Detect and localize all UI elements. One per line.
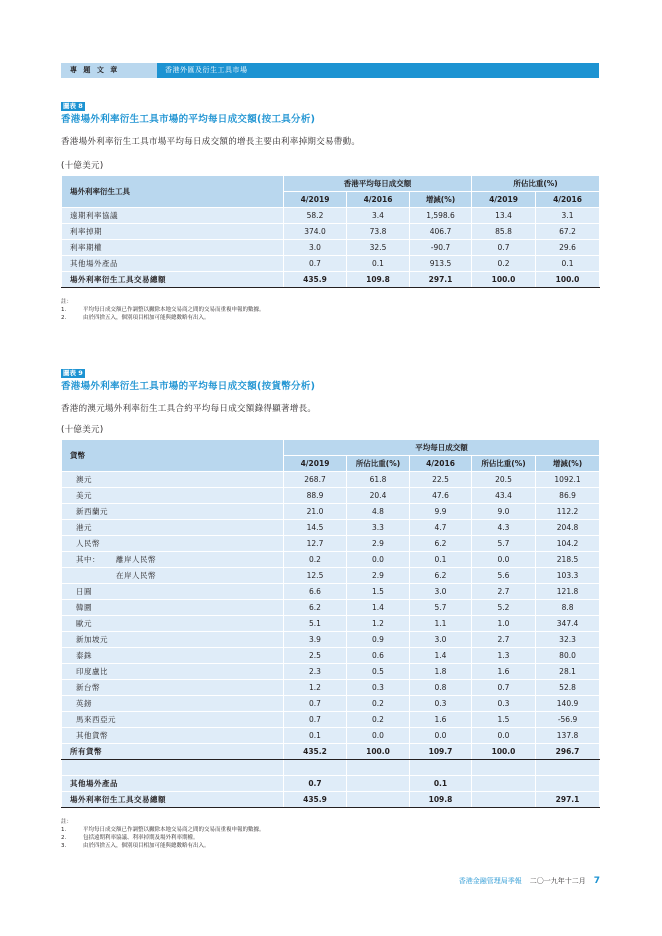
chart9-table-row bbox=[62, 520, 600, 536]
chart9-cell: 0.3 bbox=[347, 680, 410, 696]
chart9-other-products-cell: 0.1 bbox=[410, 776, 472, 792]
chart9-notes-head: 註： bbox=[61, 819, 73, 825]
chart9-cell: 0.1 bbox=[284, 728, 347, 744]
chart8-cell: 3.0 bbox=[284, 240, 347, 256]
chart9-note bbox=[61, 834, 599, 842]
chart9-group: 平均每日成交額 bbox=[284, 440, 600, 456]
chart9-row-label bbox=[62, 552, 284, 568]
chart9-cell: 0.7 bbox=[284, 712, 347, 728]
chart9-note-number: 2. bbox=[61, 835, 67, 841]
chart9-cell: 14.5 bbox=[284, 520, 347, 536]
chart9-cell: 80.0 bbox=[536, 648, 600, 664]
chart9-total-cell bbox=[472, 792, 536, 808]
chart9-cell: 137.8 bbox=[536, 728, 600, 744]
chart9-cell: 0.8 bbox=[410, 680, 472, 696]
chart9-col-header: 所佔比重(%) bbox=[472, 456, 536, 472]
chart9-cell: 1.2 bbox=[284, 680, 347, 696]
chart9-cell: 4.8 bbox=[347, 504, 410, 520]
chart9-table-row bbox=[62, 504, 600, 520]
chart8-note-text: 由於四捨五入，個別項目相加可能與總數略有出入。 bbox=[83, 315, 210, 321]
chart8-notes-head: 註： bbox=[61, 299, 73, 305]
chart8-row-label: 利率期權 bbox=[62, 240, 284, 256]
chart9-cell: 61.8 bbox=[347, 472, 410, 488]
chart8-total-label: 場外利率衍生工具交易總額 bbox=[62, 272, 284, 288]
chart9-all-currencies-cell: 100.0 bbox=[347, 744, 410, 760]
chart9-table-row bbox=[62, 584, 600, 600]
chart9-cell: 4.7 bbox=[410, 520, 472, 536]
chart9-cell: 2.3 bbox=[284, 664, 347, 680]
chart9-cell: 20.5 bbox=[472, 472, 536, 488]
chart9-spacer-cell bbox=[62, 760, 284, 776]
chart9-total-cell: 109.8 bbox=[410, 792, 472, 808]
chart8-table-row bbox=[62, 224, 600, 240]
chart9-cell: 1.6 bbox=[410, 712, 472, 728]
chart8-col-header: 4/2019 bbox=[284, 192, 347, 208]
chart9-cell: 140.9 bbox=[536, 696, 600, 712]
chart9-note-text: 由於四捨五入，個別項目相加可能與總數略有出入。 bbox=[83, 843, 210, 849]
chart9-table-row bbox=[62, 632, 600, 648]
chart9-notes bbox=[61, 818, 599, 850]
chart9-tag: 圖表 9 bbox=[63, 369, 83, 377]
chart9-cell: 268.7 bbox=[284, 472, 347, 488]
chart9-cell: 0.2 bbox=[347, 712, 410, 728]
chart8-note-number: 2. bbox=[61, 315, 67, 321]
chart8-cell: 913.5 bbox=[410, 256, 472, 272]
chart9-cell: 52.8 bbox=[536, 680, 600, 696]
chart9-row-label: 日圓 bbox=[62, 584, 284, 600]
chart9-row-label: 泰銖 bbox=[62, 648, 284, 664]
chart9-total-cell bbox=[347, 792, 410, 808]
chart8-row-label: 其他場外產品 bbox=[62, 256, 284, 272]
chart9-cell: 2.9 bbox=[347, 568, 410, 584]
chart9-row-label-sub: 離岸人民幣 bbox=[116, 555, 156, 564]
chart9-cell: 1.4 bbox=[410, 648, 472, 664]
chart9-cell: 6.2 bbox=[284, 600, 347, 616]
chart9-row-label: 美元 bbox=[62, 488, 284, 504]
chart9-total-cell: 435.9 bbox=[284, 792, 347, 808]
chart9-row-label: 人民幣 bbox=[62, 536, 284, 552]
chart9-row-label: 新加坡元 bbox=[62, 632, 284, 648]
chart9-other-products-cell: 0.7 bbox=[284, 776, 347, 792]
chart9-col-header: 增減(%) bbox=[536, 456, 600, 472]
chart9-cell: 28.1 bbox=[536, 664, 600, 680]
chart9-table-row bbox=[62, 728, 600, 744]
chart9-other-products-cell bbox=[472, 776, 536, 792]
chart9-cell: 0.0 bbox=[347, 728, 410, 744]
chart8-cell: 73.8 bbox=[347, 224, 410, 240]
chart9-row-label: 其他貨幣 bbox=[62, 728, 284, 744]
chart9-cell: 6.2 bbox=[410, 536, 472, 552]
chart8-total-cell: 109.8 bbox=[347, 272, 410, 288]
chart9-cell: 5.2 bbox=[472, 600, 536, 616]
chart9-cell: 3.0 bbox=[410, 632, 472, 648]
chart9-cell: 0.6 bbox=[347, 648, 410, 664]
chart9-note-number: 1. bbox=[61, 827, 67, 833]
chart9-cell: 1.5 bbox=[472, 712, 536, 728]
chart8-row-label: 遠期利率協議 bbox=[62, 208, 284, 224]
chart9-all-currencies-cell: 100.0 bbox=[472, 744, 536, 760]
chart9-cell: 0.0 bbox=[472, 552, 536, 568]
chart8-title: 香港場外利率衍生工具市場的平均每日成交額(按工具分析) bbox=[61, 114, 316, 125]
chart9-spacer-cell bbox=[472, 760, 536, 776]
section-label: 專 題 文 章 bbox=[61, 63, 157, 78]
chart8-col-header: 增減(%) bbox=[410, 192, 472, 208]
chart9-col-label: 貨幣 bbox=[62, 440, 284, 472]
chart9-other-products-cell bbox=[536, 776, 600, 792]
chart9-total-row bbox=[62, 792, 600, 808]
chart9-cell: 86.9 bbox=[536, 488, 600, 504]
chart8-cell: 58.2 bbox=[284, 208, 347, 224]
chart9-row-label: 馬來西亞元 bbox=[62, 712, 284, 728]
chart9-cell: 2.7 bbox=[472, 584, 536, 600]
chart9-cell: 6.6 bbox=[284, 584, 347, 600]
chart9-row-label: 歐元 bbox=[62, 616, 284, 632]
chart8-unit: (十億美元) bbox=[61, 161, 104, 171]
chart9-cell: 0.7 bbox=[472, 680, 536, 696]
chart9-cell: 8.8 bbox=[536, 600, 600, 616]
chart9-col-header: 所佔比重(%) bbox=[347, 456, 410, 472]
chart9-cell: 6.2 bbox=[410, 568, 472, 584]
chart9-cell: 5.7 bbox=[472, 536, 536, 552]
chart9-cell: 1092.1 bbox=[536, 472, 600, 488]
chart8-note bbox=[61, 306, 599, 314]
chart9-cell: 22.5 bbox=[410, 472, 472, 488]
chart9-unit: (十億美元) bbox=[61, 425, 104, 435]
chart9-row-label: 新台幣 bbox=[62, 680, 284, 696]
chart8-cell: 67.2 bbox=[536, 224, 600, 240]
chart9-cell: 5.1 bbox=[284, 616, 347, 632]
chart9-row-label: 英鎊 bbox=[62, 696, 284, 712]
page-footer bbox=[459, 876, 600, 886]
chart8-cell: 374.0 bbox=[284, 224, 347, 240]
chart9-cell: 0.0 bbox=[472, 728, 536, 744]
chart9-cell: 347.4 bbox=[536, 616, 600, 632]
chart8-table-row bbox=[62, 240, 600, 256]
chart8-table-row bbox=[62, 256, 600, 272]
chart9-cell: 3.3 bbox=[347, 520, 410, 536]
chart9-cell: 0.3 bbox=[472, 696, 536, 712]
chart9-spacer-cell bbox=[284, 760, 347, 776]
chart8-table bbox=[61, 175, 600, 288]
chart9-cell: 204.8 bbox=[536, 520, 600, 536]
chart9-cell: -56.9 bbox=[536, 712, 600, 728]
chart9-cell: 5.7 bbox=[410, 600, 472, 616]
chart9-table-row bbox=[62, 712, 600, 728]
chart8-total-cell: 100.0 bbox=[472, 272, 536, 288]
chart9-table-row bbox=[62, 680, 600, 696]
chart8-note-number: 1. bbox=[61, 307, 67, 313]
chart9-table-row bbox=[62, 600, 600, 616]
chart9-row-label: 港元 bbox=[62, 520, 284, 536]
chart8-total-cell: 297.1 bbox=[410, 272, 472, 288]
chart9-spacer-cell bbox=[347, 760, 410, 776]
chart8-note bbox=[61, 314, 599, 322]
chart8-col-header: 4/2019 bbox=[472, 192, 536, 208]
chart9-note-text: 包括遠期利率協議、利率掉期及場外利率期權。 bbox=[83, 835, 199, 841]
chart9-total-cell: 297.1 bbox=[536, 792, 600, 808]
chart9-title: 香港場外利率衍生工具市場的平均每日成交額(按貨幣分析) bbox=[61, 381, 316, 392]
chart9-spacer-cell bbox=[536, 760, 600, 776]
chart9-note bbox=[61, 842, 599, 850]
chart8-tag: 圖表 8 bbox=[63, 102, 83, 110]
chart9-cell: 218.5 bbox=[536, 552, 600, 568]
chart8-total-cell: 435.9 bbox=[284, 272, 347, 288]
chart8-cell: 85.8 bbox=[472, 224, 536, 240]
chart9-cell: 9.9 bbox=[410, 504, 472, 520]
chart9-subtitle: 香港的澳元場外利率衍生工具合約平均每日成交額錄得顯著增長。 bbox=[61, 404, 317, 414]
chart8-cell: 406.7 bbox=[410, 224, 472, 240]
chart8-table-row bbox=[62, 208, 600, 224]
chart9-cell: 0.2 bbox=[347, 696, 410, 712]
header-bar bbox=[61, 63, 599, 78]
page-number: 7 bbox=[593, 876, 600, 886]
chart9-table bbox=[61, 439, 600, 808]
chart8-cell: 0.7 bbox=[284, 256, 347, 272]
chart9-cell: 47.6 bbox=[410, 488, 472, 504]
chart8-block bbox=[61, 93, 599, 322]
chart9-cell: 5.6 bbox=[472, 568, 536, 584]
chart9-col-header: 4/2016 bbox=[410, 456, 472, 472]
chart9-cell: 0.3 bbox=[410, 696, 472, 712]
chart9-cell: 0.5 bbox=[347, 664, 410, 680]
chart9-all-currencies-row bbox=[62, 744, 600, 760]
chart9-row-label: 韓圜 bbox=[62, 600, 284, 616]
chart9-cell: 1.6 bbox=[472, 664, 536, 680]
chart8-row-label: 利率掉期 bbox=[62, 224, 284, 240]
chart8-cell: 29.6 bbox=[536, 240, 600, 256]
chart8-subtitle: 香港場外利率衍生工具市場平均每日成交額的增長主要由利率掉期交易帶動。 bbox=[61, 137, 361, 147]
chart9-cell: 1.4 bbox=[347, 600, 410, 616]
chart9-cell: 2.9 bbox=[347, 536, 410, 552]
chart9-all-currencies-cell: 296.7 bbox=[536, 744, 600, 760]
chart9-row-label-sub: 在岸人民幣 bbox=[116, 571, 156, 580]
chart8-cell: 1,598.6 bbox=[410, 208, 472, 224]
chart8-notes bbox=[61, 298, 599, 322]
chart9-cell: 43.4 bbox=[472, 488, 536, 504]
chart9-note-number: 3. bbox=[61, 843, 67, 849]
chart9-other-products-row bbox=[62, 776, 600, 792]
chart9-cell: 1.3 bbox=[472, 648, 536, 664]
chart8-note-text: 平均每日成交額已作調整以撇除本地交易商之間的交易而重複申報的數據。 bbox=[83, 307, 265, 313]
header-title: 香港外匯及衍生工具市場 bbox=[157, 63, 599, 78]
chart8-cell: 3.1 bbox=[536, 208, 600, 224]
chart9-table-row bbox=[62, 568, 600, 584]
chart9-cell: 2.7 bbox=[472, 632, 536, 648]
chart9-all-currencies-label: 所有貨幣 bbox=[62, 744, 284, 760]
chart9-cell: 2.5 bbox=[284, 648, 347, 664]
chart8-cell: 3.4 bbox=[347, 208, 410, 224]
chart9-table-row bbox=[62, 552, 600, 568]
chart8-total-cell: 100.0 bbox=[536, 272, 600, 288]
chart9-cell: 1.0 bbox=[472, 616, 536, 632]
chart9-table-row bbox=[62, 616, 600, 632]
chart9-row-label: 印度盧比 bbox=[62, 664, 284, 680]
footer-date: 二〇一九年十二月 bbox=[529, 877, 586, 885]
chart9-spacer-row bbox=[62, 760, 600, 776]
chart9-cell: 3.0 bbox=[410, 584, 472, 600]
chart9-table-row bbox=[62, 696, 600, 712]
chart9-cell: 1.2 bbox=[347, 616, 410, 632]
chart9-cell: 21.0 bbox=[284, 504, 347, 520]
chart8-cell: -90.7 bbox=[410, 240, 472, 256]
chart9-cell: 4.3 bbox=[472, 520, 536, 536]
chart9-cell: 32.3 bbox=[536, 632, 600, 648]
chart9-table-row bbox=[62, 488, 600, 504]
chart8-cell: 0.1 bbox=[347, 256, 410, 272]
chart9-cell: 0.0 bbox=[347, 552, 410, 568]
chart9-cell: 0.9 bbox=[347, 632, 410, 648]
chart9-col-header: 4/2019 bbox=[284, 456, 347, 472]
chart9-other-products-label: 其他場外產品 bbox=[62, 776, 284, 792]
chart9-cell: 9.0 bbox=[472, 504, 536, 520]
chart8-col-header: 4/2016 bbox=[536, 192, 600, 208]
chart9-all-currencies-cell: 435.2 bbox=[284, 744, 347, 760]
chart9-cell: 20.4 bbox=[347, 488, 410, 504]
chart9-cell: 1.8 bbox=[410, 664, 472, 680]
chart9-cell: 12.7 bbox=[284, 536, 347, 552]
chart8-group1: 香港平均每日成交額 bbox=[284, 176, 472, 192]
footer-org: 香港金融管理局季報 bbox=[458, 877, 522, 885]
chart9-cell: 103.3 bbox=[536, 568, 600, 584]
chart9-cell: 12.5 bbox=[284, 568, 347, 584]
chart9-all-currencies-cell: 109.7 bbox=[410, 744, 472, 760]
chart9-cell: 3.9 bbox=[284, 632, 347, 648]
chart8-cell: 13.4 bbox=[472, 208, 536, 224]
chart9-spacer-cell bbox=[410, 760, 472, 776]
chart9-row-label: 新西蘭元 bbox=[62, 504, 284, 520]
chart9-cell: 112.2 bbox=[536, 504, 600, 520]
chart8-cell: 0.1 bbox=[536, 256, 600, 272]
chart9-row-label-main: 其中： bbox=[76, 555, 100, 564]
chart9-table-row bbox=[62, 472, 600, 488]
chart8-col-label: 場外利率衍生工具 bbox=[62, 176, 284, 208]
chart9-cell: 104.2 bbox=[536, 536, 600, 552]
chart9-row-label bbox=[62, 568, 284, 584]
chart9-table-row bbox=[62, 648, 600, 664]
chart9-cell: 88.9 bbox=[284, 488, 347, 504]
chart9-note-text: 平均每日成交額已作調整以撇除本地交易商之間的交易而重複申報的數據。 bbox=[83, 827, 265, 833]
chart9-cell: 121.8 bbox=[536, 584, 600, 600]
chart9-other-products-cell bbox=[347, 776, 410, 792]
chart8-group2: 所佔比重(%) bbox=[472, 176, 600, 192]
chart9-total-label: 場外利率衍生工具交易總額 bbox=[62, 792, 284, 808]
chart8-col-header: 4/2016 bbox=[347, 192, 410, 208]
chart8-cell: 32.5 bbox=[347, 240, 410, 256]
chart9-cell: 1.1 bbox=[410, 616, 472, 632]
chart9-cell: 0.7 bbox=[284, 696, 347, 712]
chart9-cell: 1.5 bbox=[347, 584, 410, 600]
chart9-cell: 0.2 bbox=[284, 552, 347, 568]
chart8-cell: 0.7 bbox=[472, 240, 536, 256]
chart9-table-row bbox=[62, 664, 600, 680]
chart9-row-label: 澳元 bbox=[62, 472, 284, 488]
chart8-total-row bbox=[62, 272, 600, 288]
chart9-note bbox=[61, 826, 599, 834]
chart9-cell: 0.0 bbox=[410, 728, 472, 744]
chart9-cell: 0.1 bbox=[410, 552, 472, 568]
chart9-table-row bbox=[62, 536, 600, 552]
chart9-block bbox=[61, 360, 599, 850]
chart8-cell: 0.2 bbox=[472, 256, 536, 272]
